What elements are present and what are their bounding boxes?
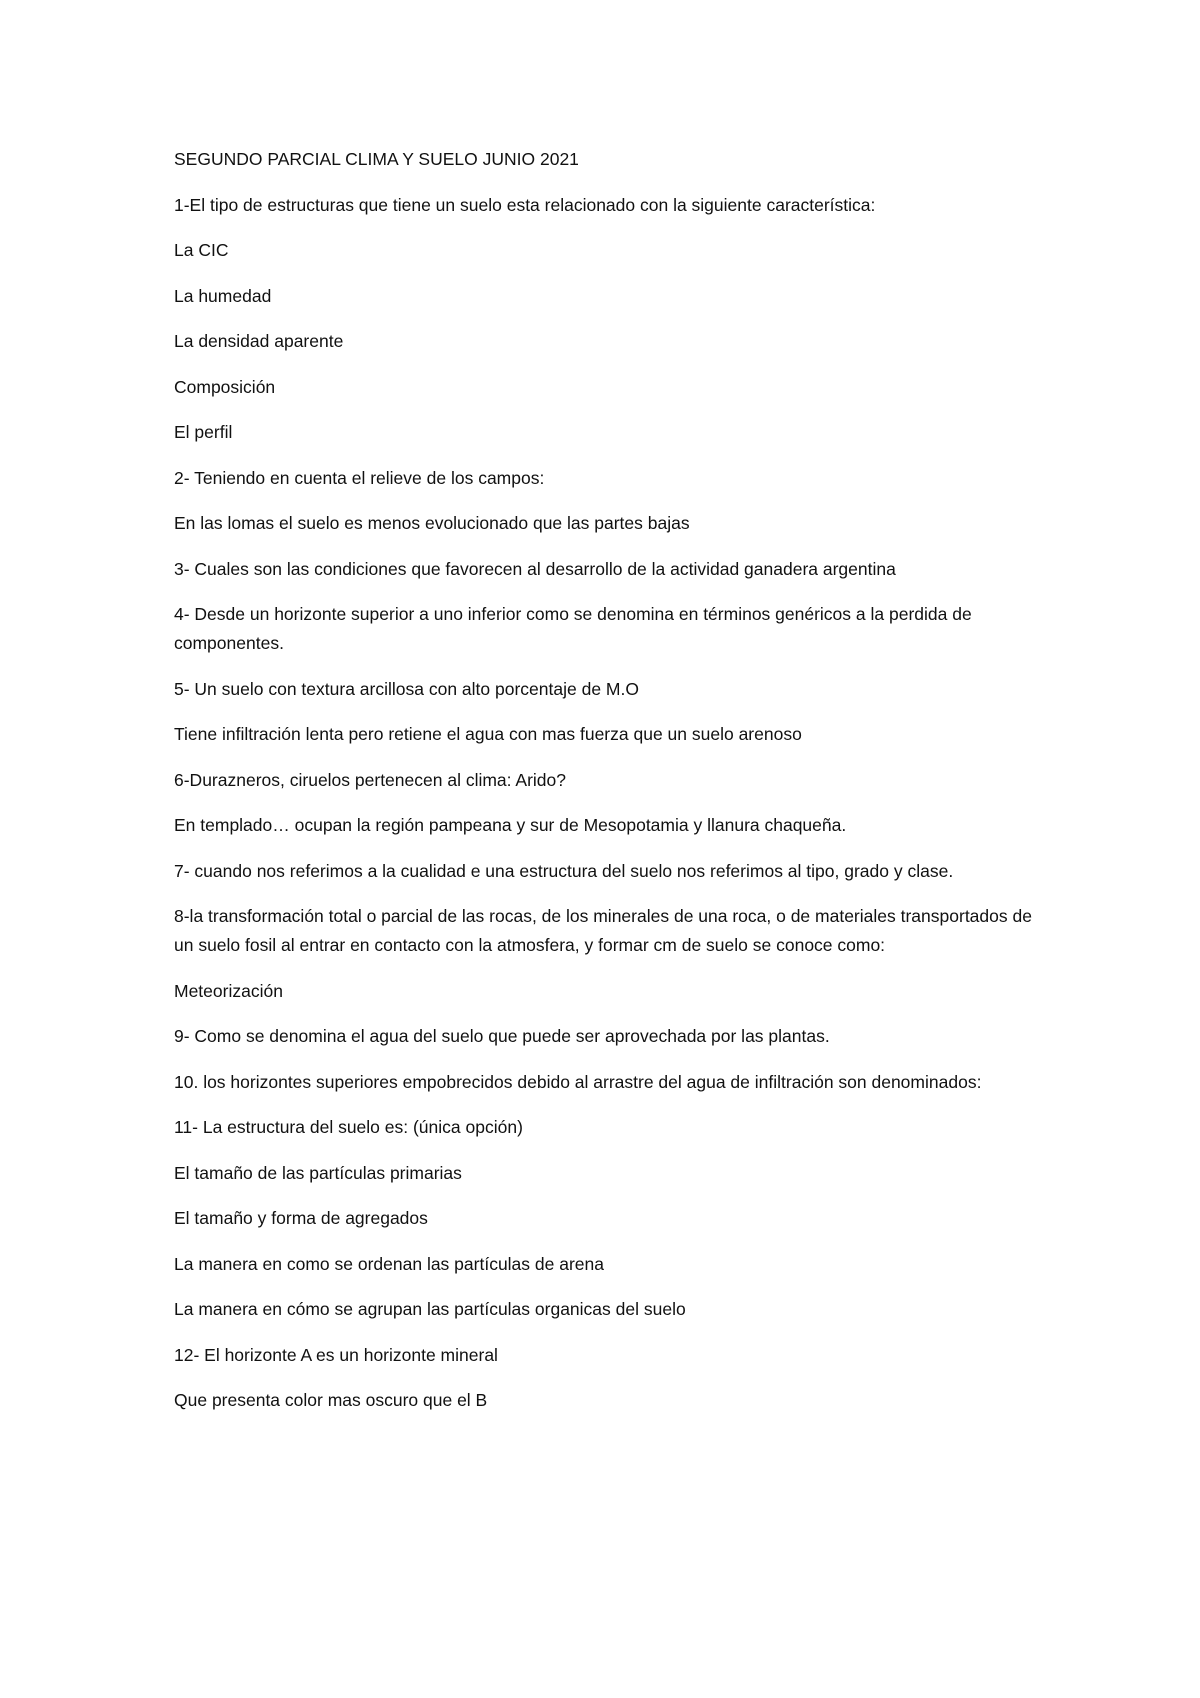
document-title: SEGUNDO PARCIAL CLIMA Y SUELO JUNIO 2021 <box>174 149 579 169</box>
answer-option: La manera en como se ordenan las partículas de arena <box>174 1253 604 1274</box>
answer-option: La CIC <box>174 240 229 260</box>
question-12: 12- El horizonte A es un horizonte mineral <box>174 1344 498 1365</box>
document-body <box>174 145 1054 1432</box>
answer-option: Composición <box>174 376 276 397</box>
question-11: 11- La estructura del suelo es: (única opción) <box>174 1117 523 1137</box>
answer-option: El tamaño y forma de agregados <box>174 1208 428 1228</box>
question-4: 4- Desde un horizonte superior a uno inferior como se denomina en términos genéricos a la perdida de componentes. <box>174 604 972 653</box>
question-5: 5- Un suelo con textura arcillosa con alto porcentaje de M.O <box>174 678 639 699</box>
answer-text: Que presenta color mas oscuro que el B <box>174 1390 488 1410</box>
question-1: 1-El tipo de estructuras que tiene un suelo esta relacionado con la siguiente característica: <box>174 194 876 215</box>
question-6: 6-Durazneros, ciruelos pertenecen al clima: Arido? <box>174 769 566 790</box>
answer-text: Tiene infiltración lenta pero retiene el agua con mas fuerza que un suelo arenoso <box>174 724 802 744</box>
answer-option: La manera en cómo se agrupan las partículas organicas del suelo <box>174 1299 686 1319</box>
answer-text: En las lomas el suelo es menos evolucionado que las partes bajas <box>174 513 690 533</box>
answer-option: El perfil <box>174 422 233 442</box>
answer-option: La densidad aparente <box>174 331 344 351</box>
answer-option: El tamaño de las partículas primarias <box>174 1162 462 1183</box>
answer-option: La humedad <box>174 285 272 306</box>
question-2: 2- Teniendo en cuenta el relieve de los campos: <box>174 467 545 488</box>
question-9: 9- Como se denomina el agua del suelo que puede ser aprovechada por las plantas. <box>174 1026 830 1046</box>
question-10: 10. los horizontes superiores empobrecidos debido al arrastre del agua de infiltración son denominados: <box>174 1071 982 1092</box>
question-7: 7- cuando nos referimos a la cualidad e una estructura del suelo nos referimos al tipo, grado y clase. <box>174 860 954 881</box>
question-3: 3- Cuales son las condiciones que favorecen al desarrollo de la actividad ganadera argentina <box>174 558 896 579</box>
answer-text: En templado… ocupan la región pampeana y sur de Mesopotamia y llanura chaqueña. <box>174 815 847 835</box>
answer-text: Meteorización <box>174 980 283 1001</box>
question-8: 8-la transformación total o parcial de las rocas, de los minerales de una roca, o de materiales transportados de un suelo fosil al entrar en contacto con la atmosfera, y formar cm de suelo se conoce como: <box>174 906 1032 955</box>
